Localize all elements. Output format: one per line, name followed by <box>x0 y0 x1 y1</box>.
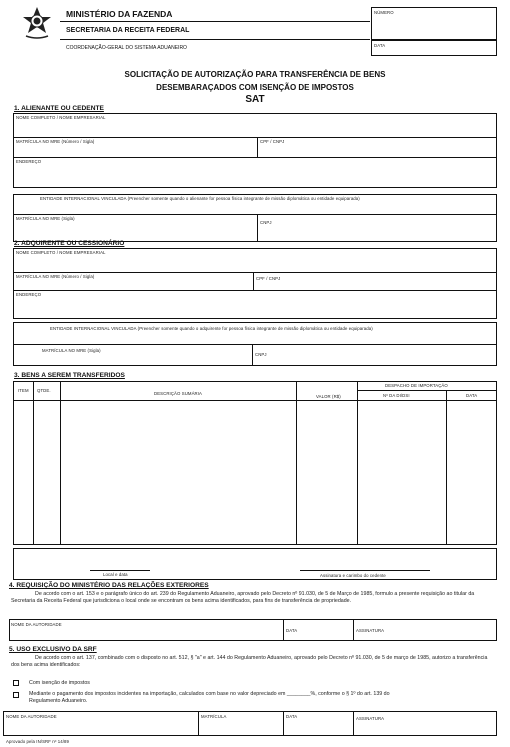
ministry-name: MINISTÉRIO DA FAZENDA <box>66 9 173 19</box>
coordination-name: COORDENAÇÃO-GERAL DO SISTEMA ADUANEIRO <box>66 45 187 51</box>
col-qtde-header: QTDE. <box>37 388 51 393</box>
opt-pagamento-label-line1: Mediante o pagamento dos impostos incidentes na importação, calculados com base no valor depreciado em ________%, conforme o § 1º do art. 139 do <box>29 691 390 697</box>
s4-assinatura-label: ASSINATURA <box>356 628 385 633</box>
s1-nome-field[interactable] <box>14 121 496 136</box>
section4-heading: 4. REQUISIÇÃO DO MINISTÉRIO DAS RELAÇÕES EXTERIORES <box>9 582 209 589</box>
form-title-line2: DESEMBARAÇADOS COM ISENÇÃO DE IMPOSTOS <box>156 83 354 92</box>
s5-matricula-label: MATRÍCULA <box>201 714 227 719</box>
s5-nome-label: NOME DA AUTORIDADE <box>6 714 57 719</box>
secretariat-name: SECRETARIA DA RECEITA FEDERAL <box>66 27 190 34</box>
s2-cnpj-label: CNPJ <box>255 352 267 357</box>
col-valor-header: VALOR (R$) <box>316 394 341 399</box>
col-despacho-header: DESPACHO DE IMPORTAÇÃO <box>385 383 448 388</box>
s4-data-label: DATA <box>286 628 298 633</box>
s1-entidade-label: ENTIDADE INTERNACIONAL VINCULADA (Preencher somente quando o alienante for pessoa física integrante de missão diplomática ou entidade equiparada) <box>40 196 360 201</box>
s1-matricula-label: MATRÍCULA NO MRE (Número / Sigla) <box>16 139 95 144</box>
assinatura-cedente-label: Assinatura e carimbo do cedente <box>320 573 386 578</box>
section5-text: De acordo com o art. 137, combinado com o disposto no art. 512, § "a" e art. 144 do Regulamento Aduaneiro, aprovado pelo Decreto nº 91.030, de 5 de março de 1985, autorizo a transferência dos bens acima identificados: <box>11 655 488 668</box>
section2-heading: 2. ADQUIRENTE OU CESSIONÁRIO <box>14 240 125 247</box>
form-code: SAT <box>245 94 265 105</box>
section5-heading: 5. USO EXCLUSIVO DA SRF <box>9 646 97 653</box>
s1-entidade-field[interactable] <box>14 202 496 213</box>
col-desc-header: DESCRIÇÃO SUMÁRIA <box>154 391 203 396</box>
s1-matricula-sigla-label: MATRÍCULA NO MRE (Sigla) <box>16 216 75 221</box>
s5-nome-field[interactable] <box>4 720 197 735</box>
opt-pagamento-checkbox[interactable] <box>13 692 19 698</box>
col-data-header: DATA <box>466 393 478 398</box>
s2-nome-field[interactable] <box>14 256 496 271</box>
form-title-line1: SOLICITAÇÃO DE AUTORIZAÇÃO PARA TRANSFERÊNCIA DE BENS <box>124 70 386 79</box>
s1-matricula-field[interactable] <box>14 145 256 156</box>
data-field[interactable] <box>371 40 497 56</box>
data-label: DATA <box>374 43 386 48</box>
s1-cnpj-label: CNPJ <box>260 220 272 225</box>
opt-isencao-label: Com isenção de impostos <box>29 680 90 686</box>
s1-endereco-label: ENDEREÇO <box>16 159 42 164</box>
s1-nome-label: NOME COMPLETO / NOME EMPRESARIAL <box>16 115 106 120</box>
s4-nome-label: NOME DA AUTORIDADE <box>11 622 62 627</box>
footer-code: Aprovado pela IN/SRF nº 14/89 <box>6 739 69 744</box>
s4-assinatura-field[interactable] <box>354 634 496 640</box>
s1-cpf-field[interactable] <box>258 145 496 156</box>
brasao-icon <box>22 6 52 40</box>
col-item-header: ITEM <box>18 388 29 393</box>
section3-heading: 3. BENS A SEREM TRANSFERIDOS <box>14 372 125 379</box>
s2-matricula-sigla-label: MATRÍCULA NO MRE (Sigla) <box>42 348 101 353</box>
s2-endereco-label: ENDEREÇO <box>16 292 42 297</box>
s2-entidade-label: ENTIDADE INTERNACIONAL VINCULADA (Preencher somente quando o adquirente for pessoa física integrante de missão diplomática ou entidade equiparada) <box>50 326 373 331</box>
items-table-body[interactable] <box>14 401 496 544</box>
assinatura-cedente-field[interactable] <box>300 556 430 569</box>
s1-cpf-label: CPF / CNPJ <box>260 139 285 144</box>
numero-label: NÚMERO <box>374 10 394 15</box>
s2-nome-label: NOME COMPLETO / NOME EMPRESARIAL <box>16 250 106 255</box>
s2-matricula-field[interactable] <box>14 280 252 289</box>
opt-isencao-checkbox[interactable] <box>13 680 19 686</box>
section1-heading: 1. ALIENANTE OU CEDENTE <box>14 105 104 112</box>
s2-matricula-label: MATRÍCULA NO MRE (Número / Sigla) <box>16 274 95 279</box>
s2-entidade-field[interactable] <box>14 332 496 343</box>
s4-data-field[interactable] <box>284 634 352 640</box>
s5-data-label: DATA <box>286 714 298 719</box>
local-data-field[interactable] <box>70 556 170 569</box>
opt-pagamento-label-line2: Regulamento Aduaneiro. <box>29 698 88 704</box>
s1-endereco-field[interactable] <box>14 165 496 187</box>
s5-matricula-field[interactable] <box>199 720 282 735</box>
s2-cpf-field[interactable] <box>254 282 496 289</box>
s2-cpf-label: CPF / CNPJ <box>256 276 281 281</box>
s5-assinatura-label: ASSINATURA <box>356 716 385 721</box>
s5-data-field[interactable] <box>284 720 352 735</box>
s4-nome-field[interactable] <box>10 628 282 640</box>
col-ndi-header: Nº DA DI/DSI <box>383 393 410 398</box>
s5-assinatura-field[interactable] <box>354 722 496 735</box>
section4-text: De acordo com o art. 153 e o parágrafo único do art. 239 do Regulamento Aduaneiro, aprovado pelo Decreto nº 91.030, de 5 de Março de 1985, formulo a presente requisição ao titular da Secretaria da Receita Federal que jurisdiciona o local onde se encontram os bens acima identificados, para fins de transferência de propriedade. <box>11 591 475 604</box>
s2-endereco-field[interactable] <box>14 298 496 318</box>
local-data-label: Local e data <box>103 572 128 577</box>
